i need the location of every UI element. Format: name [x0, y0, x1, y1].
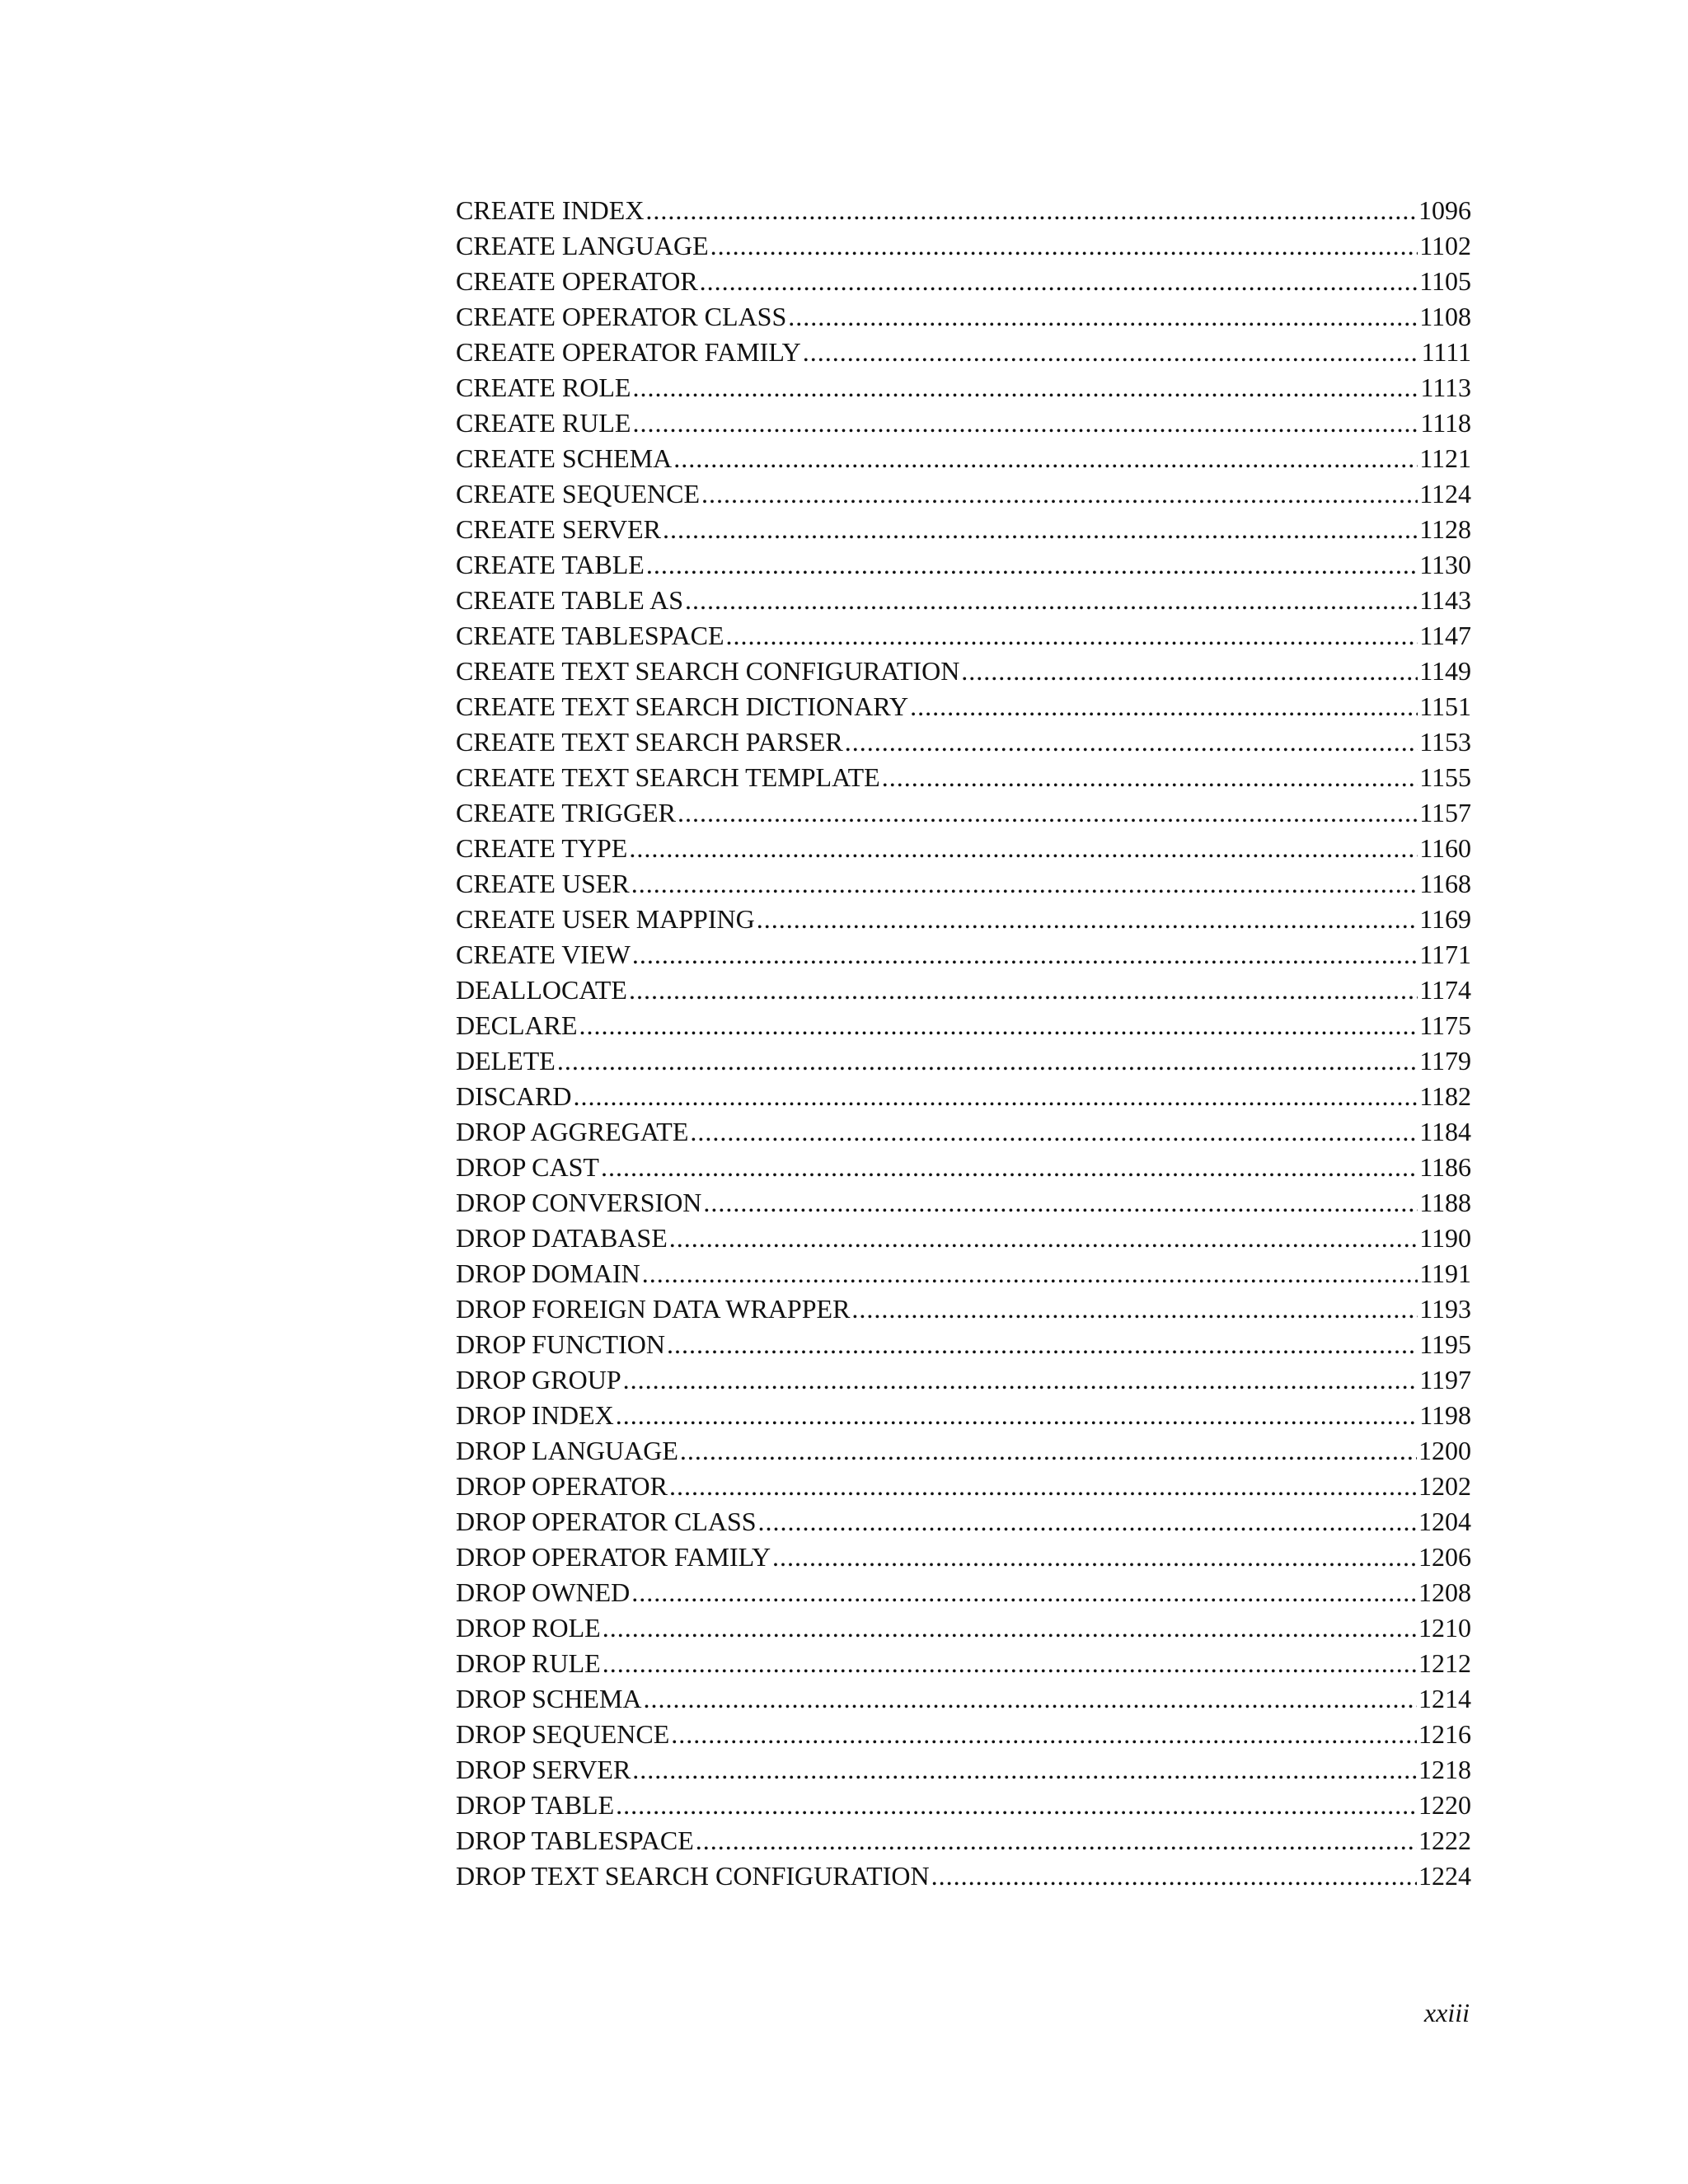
toc-dot-leader: [931, 1858, 1417, 1894]
toc-entry[interactable]: [456, 370, 1471, 405]
toc-entry[interactable]: [456, 1646, 1471, 1681]
toc-entry-title: CREATE TEXT SEARCH PARSER: [456, 727, 843, 757]
toc-dot-leader: [671, 1717, 1417, 1752]
toc-entry-page: 1168: [1419, 869, 1471, 898]
toc-entry-page: 1212: [1418, 1648, 1471, 1678]
toc-entry-page: 1204: [1418, 1507, 1471, 1536]
toc-dot-leader: [616, 1398, 1418, 1433]
toc-dot-leader: [603, 1646, 1417, 1681]
toc-entry[interactable]: [456, 1858, 1471, 1894]
toc-entry-page: 1102: [1419, 231, 1471, 260]
toc-entry-page: 1220: [1418, 1790, 1471, 1820]
table-of-contents: [456, 193, 1471, 1894]
toc-entry-page: 1224: [1418, 1861, 1471, 1891]
toc-entry-page: 1153: [1419, 727, 1471, 757]
toc-entry-title: DROP OPERATOR FAMILY: [456, 1542, 771, 1572]
toc-entry-title: DROP CONVERSION: [456, 1188, 702, 1217]
toc-entry[interactable]: [456, 512, 1471, 547]
toc-entry[interactable]: [456, 476, 1471, 512]
toc-entry-title: DEALLOCATE: [456, 975, 627, 1005]
toc-entry-page: 1155: [1419, 762, 1471, 792]
toc-entry-page: 1186: [1419, 1152, 1471, 1182]
toc-dot-leader: [623, 1362, 1418, 1398]
toc-entry-title: CREATE INDEX: [456, 195, 645, 225]
toc-entry-page: 1143: [1419, 585, 1471, 615]
toc-dot-leader: [632, 1752, 1417, 1788]
toc-dot-leader: [685, 583, 1418, 618]
toc-entry[interactable]: [456, 264, 1471, 299]
toc-entry-title: DROP INDEX: [456, 1400, 614, 1430]
toc-dot-leader: [631, 866, 1418, 902]
toc-dot-leader: [690, 1114, 1418, 1150]
toc-dot-leader: [603, 1610, 1417, 1646]
toc-entry-page: 1121: [1419, 443, 1471, 473]
toc-entry-page: 1197: [1419, 1365, 1471, 1394]
toc-entry-title: DROP SEQUENCE: [456, 1719, 670, 1749]
toc-dot-leader: [772, 1540, 1417, 1575]
toc-dot-leader: [696, 1823, 1417, 1858]
toc-entry-title: CREATE OPERATOR: [456, 266, 698, 296]
toc-entry[interactable]: [456, 689, 1471, 724]
toc-entry[interactable]: [456, 724, 1471, 760]
toc-dot-leader: [680, 1433, 1417, 1469]
toc-entry-page: 1216: [1418, 1719, 1471, 1749]
toc-dot-leader: [632, 937, 1418, 972]
toc-entry-title: CREATE USER: [456, 869, 630, 898]
toc-entry-page: 1198: [1419, 1400, 1471, 1430]
toc-entry-page: 1111: [1421, 337, 1471, 367]
toc-entry[interactable]: [456, 1504, 1471, 1540]
toc-dot-leader: [700, 264, 1418, 299]
toc-dot-leader: [629, 831, 1418, 866]
toc-entry-title: CREATE TEXT SEARCH CONFIGURATION: [456, 656, 960, 686]
toc-entry-title: CREATE SEQUENCE: [456, 479, 700, 509]
toc-entry[interactable]: [456, 937, 1471, 972]
toc-dot-leader: [757, 902, 1418, 937]
toc-entry-title: CREATE USER MAPPING: [456, 904, 755, 934]
toc-dot-leader: [910, 689, 1418, 724]
toc-entry[interactable]: [456, 193, 1471, 228]
toc-entry[interactable]: [456, 1043, 1471, 1079]
toc-entry-title: DROP OPERATOR CLASS: [456, 1507, 757, 1536]
toc-entry[interactable]: [456, 1575, 1471, 1610]
toc-entry-page: 1147: [1419, 621, 1471, 650]
toc-entry[interactable]: [456, 831, 1471, 866]
toc-entry-title: CREATE OPERATOR FAMILY: [456, 337, 801, 367]
toc-entry[interactable]: [456, 1114, 1471, 1150]
toc-entry[interactable]: [456, 1221, 1471, 1256]
toc-dot-leader: [645, 193, 1417, 228]
toc-entry-page: 1206: [1418, 1542, 1471, 1572]
toc-entry-title: DROP LANGUAGE: [456, 1436, 678, 1465]
toc-entry-page: 1208: [1418, 1577, 1471, 1607]
toc-dot-leader: [573, 1079, 1418, 1114]
toc-dot-leader: [961, 654, 1418, 689]
toc-dot-leader: [632, 405, 1418, 441]
toc-dot-leader: [701, 476, 1418, 512]
toc-dot-leader: [851, 1291, 1418, 1327]
toc-dot-leader: [557, 1043, 1418, 1079]
toc-entry-title: DROP CAST: [456, 1152, 599, 1182]
toc-entry-page: 1184: [1419, 1117, 1471, 1146]
toc-entry[interactable]: [456, 228, 1471, 264]
toc-dot-leader: [616, 1788, 1417, 1823]
page-number: xxiii: [1423, 1998, 1470, 2027]
toc-entry[interactable]: [456, 1398, 1471, 1433]
toc-dot-leader: [646, 547, 1418, 583]
toc-entry[interactable]: [456, 1717, 1471, 1752]
toc-entry-title: DELETE: [456, 1046, 556, 1076]
toc-entry[interactable]: [456, 1469, 1471, 1504]
toc-entry-page: 1171: [1419, 940, 1471, 969]
toc-entry-title: CREATE TABLE AS: [456, 585, 683, 615]
toc-entry[interactable]: [456, 299, 1471, 335]
toc-entry[interactable]: [456, 583, 1471, 618]
toc-entry-page: 1214: [1418, 1684, 1471, 1713]
toc-dot-leader: [678, 795, 1418, 831]
toc-entry-page: 1151: [1419, 691, 1471, 721]
toc-entry-page: 1160: [1419, 833, 1471, 863]
toc-entry-page: 1096: [1418, 195, 1471, 225]
toc-entry-title: DROP TABLESPACE: [456, 1825, 694, 1855]
toc-entry-page: 1218: [1418, 1755, 1471, 1784]
toc-entry-page: 1130: [1419, 550, 1471, 579]
toc-entry-page: 1210: [1418, 1613, 1471, 1643]
toc-dot-leader: [601, 1150, 1418, 1185]
toc-entry-page: 1190: [1419, 1223, 1471, 1253]
toc-dot-leader: [758, 1504, 1417, 1540]
toc-entry[interactable]: [456, 335, 1471, 370]
toc-entry[interactable]: [456, 972, 1471, 1008]
toc-dot-leader: [663, 512, 1418, 547]
toc-entry-page: 1188: [1419, 1188, 1471, 1217]
toc-entry-title: DROP ROLE: [456, 1613, 601, 1643]
toc-entry[interactable]: [456, 1256, 1471, 1291]
toc-entry[interactable]: [456, 618, 1471, 654]
toc-entry-page: 1157: [1419, 798, 1471, 827]
toc-dot-leader: [644, 1681, 1417, 1717]
toc-dot-leader: [710, 228, 1418, 264]
toc-entry-title: DISCARD: [456, 1081, 572, 1111]
toc-entry[interactable]: [456, 547, 1471, 583]
toc-entry-title: CREATE OPERATOR CLASS: [456, 302, 787, 331]
toc-entry-title: DROP RULE: [456, 1648, 601, 1678]
toc-entry-title: DROP GROUP: [456, 1365, 621, 1394]
toc-entry[interactable]: [456, 405, 1471, 441]
toc-entry-title: CREATE VIEW: [456, 940, 631, 969]
toc-dot-leader: [803, 335, 1420, 370]
toc-entry-page: 1222: [1418, 1825, 1471, 1855]
toc-entry-title: DROP SERVER: [456, 1755, 631, 1784]
toc-entry[interactable]: [456, 1008, 1471, 1043]
toc-entry-title: DROP SCHEMA: [456, 1684, 642, 1713]
toc-dot-leader: [667, 1327, 1418, 1362]
toc-entry-title: DROP OPERATOR: [456, 1471, 668, 1501]
toc-entry-page: 1124: [1419, 479, 1471, 509]
toc-entry[interactable]: [456, 1150, 1471, 1185]
toc-dot-leader: [703, 1185, 1418, 1221]
toc-entry-page: 1118: [1420, 408, 1471, 438]
toc-entry[interactable]: [456, 1433, 1471, 1469]
toc-entry-title: DROP AGGREGATE: [456, 1117, 689, 1146]
toc-entry-title: CREATE RULE: [456, 408, 631, 438]
toc-entry-title: DROP TEXT SEARCH CONFIGURATION: [456, 1861, 930, 1891]
toc-entry-page: 1128: [1419, 514, 1471, 544]
toc-entry-page: 1174: [1419, 975, 1471, 1005]
toc-entry-page: 1113: [1420, 373, 1471, 402]
toc-entry-title: CREATE TRIGGER: [456, 798, 676, 827]
toc-entry[interactable]: [456, 1823, 1471, 1858]
toc-entry[interactable]: [456, 866, 1471, 902]
toc-entry-title: CREATE TYPE: [456, 833, 628, 863]
toc-entry-title: DROP OWNED: [456, 1577, 631, 1607]
toc-entry[interactable]: [456, 654, 1471, 689]
toc-entry-page: 1193: [1419, 1294, 1471, 1324]
toc-entry-page: 1195: [1419, 1329, 1471, 1359]
toc-entry-title: DROP FOREIGN DATA WRAPPER: [456, 1294, 851, 1324]
toc-dot-leader: [631, 1575, 1417, 1610]
toc-entry-title: DROP DATABASE: [456, 1223, 668, 1253]
toc-entry[interactable]: [456, 1610, 1471, 1646]
toc-entry[interactable]: [456, 441, 1471, 476]
toc-dot-leader: [882, 760, 1418, 795]
toc-entry-title: CREATE TABLE: [456, 550, 645, 579]
toc-entry-page: 1108: [1419, 302, 1471, 331]
toc-entry-title: DROP DOMAIN: [456, 1258, 640, 1288]
toc-entry[interactable]: [456, 795, 1471, 831]
toc-dot-leader: [669, 1469, 1417, 1504]
toc-entry[interactable]: [456, 1079, 1471, 1114]
toc-entry-page: 1182: [1419, 1081, 1471, 1111]
toc-dot-leader: [632, 370, 1418, 405]
toc-entry-page: 1179: [1419, 1046, 1471, 1076]
toc-entry[interactable]: [456, 1291, 1471, 1327]
toc-dot-leader: [629, 972, 1418, 1008]
toc-entry[interactable]: [456, 902, 1471, 937]
toc-entry-page: 1202: [1418, 1471, 1471, 1501]
toc-entry-title: CREATE TEXT SEARCH DICTIONARY: [456, 691, 909, 721]
toc-entry-page: 1191: [1419, 1258, 1471, 1288]
toc-entry-title: DROP FUNCTION: [456, 1329, 665, 1359]
toc-entry-page: 1200: [1418, 1436, 1471, 1465]
toc-dot-leader: [788, 299, 1418, 335]
toc-entry-title: CREATE TEXT SEARCH TEMPLATE: [456, 762, 880, 792]
toc-entry-page: 1169: [1419, 904, 1471, 934]
toc-entry[interactable]: [456, 1788, 1471, 1823]
toc-dot-leader: [673, 441, 1418, 476]
toc-entry[interactable]: [456, 1540, 1471, 1575]
toc-entry[interactable]: [456, 1327, 1471, 1362]
toc-dot-leader: [845, 724, 1418, 760]
toc-entry-title: CREATE LANGUAGE: [456, 231, 709, 260]
toc-dot-leader: [669, 1221, 1418, 1256]
toc-entry-title: DECLARE: [456, 1010, 578, 1040]
toc-dot-leader: [642, 1256, 1418, 1291]
toc-entry-title: DROP TABLE: [456, 1790, 615, 1820]
toc-entry-title: CREATE TABLESPACE: [456, 621, 724, 650]
toc-entry-page: 1105: [1419, 266, 1471, 296]
toc-entry-page: 1149: [1419, 656, 1471, 686]
toc-dot-leader: [726, 618, 1418, 654]
toc-entry-title: CREATE SERVER: [456, 514, 662, 544]
toc-dot-leader: [579, 1008, 1418, 1043]
toc-entry-title: CREATE SCHEMA: [456, 443, 673, 473]
toc-entry[interactable]: [456, 1681, 1471, 1717]
toc-entry[interactable]: [456, 760, 1471, 795]
toc-entry[interactable]: [456, 1752, 1471, 1788]
toc-entry-page: 1175: [1419, 1010, 1471, 1040]
toc-entry[interactable]: [456, 1185, 1471, 1221]
toc-entry-title: CREATE ROLE: [456, 373, 631, 402]
toc-entry[interactable]: [456, 1362, 1471, 1398]
